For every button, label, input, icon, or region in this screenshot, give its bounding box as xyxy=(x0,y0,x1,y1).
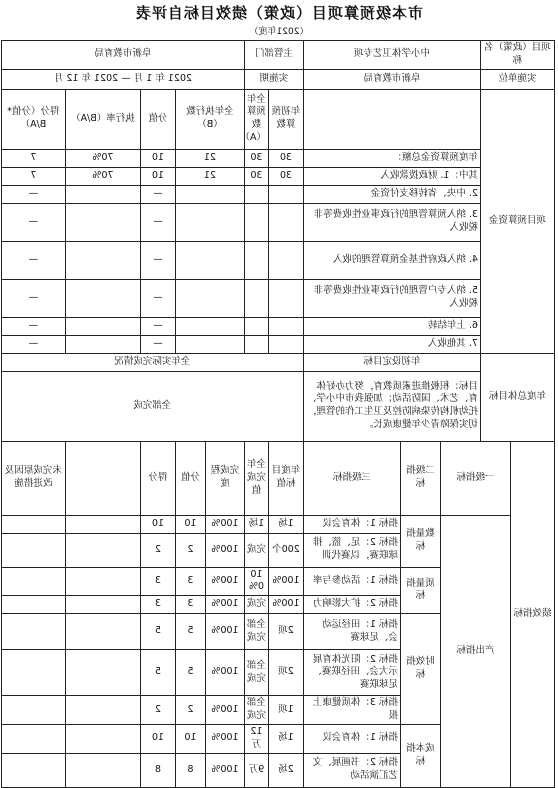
perf-score: 2 xyxy=(140,696,175,725)
budget-section-label: 项目预算资金 xyxy=(480,89,554,353)
project-name-value: 中小学体卫艺专项 xyxy=(303,41,480,70)
perf-header-score-blank xyxy=(65,441,140,515)
perf-degree: 100% xyxy=(205,596,244,614)
perf-header-level1: 一级指标 xyxy=(440,441,510,515)
perf-score: 5 xyxy=(140,650,175,696)
table-row xyxy=(1,371,554,441)
perf-level3: 指标 1：田径运动会、足球赛 xyxy=(303,614,400,650)
perf-degree: 100% xyxy=(205,614,244,650)
budget-header-executed: 全年执行数（B） xyxy=(175,89,244,149)
budget-row-label: 其中：1. 财政拨款收入 xyxy=(303,167,480,185)
budget-row-initial xyxy=(268,279,303,317)
goals-initial-header: 年初设定目标 xyxy=(303,353,480,371)
perf-actual: 100% xyxy=(244,567,268,596)
table-row xyxy=(1,515,554,533)
budget-row-rate xyxy=(65,317,140,335)
budget-row-full-year: 30 xyxy=(244,167,268,185)
budget-row-label: 5. 纳入专户管理的行政事业性收费等非税收入 xyxy=(303,279,480,317)
table-row xyxy=(1,279,554,317)
perf-target: 1场 xyxy=(268,724,303,753)
perf-header-reason: 未完成原因及改进措施 xyxy=(1,441,65,515)
perf-target: 1场 xyxy=(268,515,303,533)
table-row xyxy=(1,317,554,335)
perf-target: 2项 xyxy=(268,650,303,696)
perf-header-actual: 全年完成值 xyxy=(244,441,268,515)
perf-reason xyxy=(1,650,65,696)
perf-level3: 指标 2：阳光体育展示大会、田径联赛、足球联赛 xyxy=(303,650,400,696)
budget-row-rate xyxy=(65,335,140,353)
perf-output-label: 产出指标 xyxy=(440,515,510,787)
budget-header-rate: 执行率（B/A） xyxy=(65,89,140,149)
perf-actual: 全部完成 xyxy=(244,614,268,650)
perf-level3: 指标 1：体育会议 xyxy=(303,515,400,533)
perf-level3: 指标 2：书画展、文艺汇演活动 xyxy=(303,753,400,787)
perf-level2-label: 成本指标 xyxy=(400,724,440,787)
table-row xyxy=(1,441,554,515)
perf-header-level3: 三级指标 xyxy=(303,441,400,515)
budget-row-weight: — xyxy=(140,241,175,279)
budget-row-initial xyxy=(268,203,303,241)
perf-degree: 100% xyxy=(205,567,244,596)
table-row xyxy=(1,69,554,89)
perf-weight: 3 xyxy=(175,596,205,614)
table-row xyxy=(1,203,554,241)
budget-row-rate xyxy=(65,203,140,241)
budget-row-executed xyxy=(175,279,244,317)
perf-reason xyxy=(1,724,65,753)
perf-score-blank xyxy=(65,567,140,596)
perf-level2-label: 质量指标 xyxy=(400,567,440,614)
budget-row-rate xyxy=(65,279,140,317)
perf-degree: 100% xyxy=(205,515,244,533)
perf-weight: 2 xyxy=(175,533,205,567)
budget-row-full-year xyxy=(244,185,268,203)
budget-row-initial xyxy=(268,317,303,335)
budget-row-score: — xyxy=(1,279,65,317)
budget-row-initial xyxy=(268,185,303,203)
perf-header-target: 年度目标值 xyxy=(268,441,303,515)
project-name-label: 项目（政策）名称 xyxy=(480,41,554,70)
budget-header-full-year: 全年预算数（A） xyxy=(244,89,268,149)
budget-row-score: — xyxy=(1,185,65,203)
perf-target: 2场 xyxy=(268,753,303,787)
perf-header-weight: 分值 xyxy=(175,441,205,515)
perf-weight: 8 xyxy=(175,753,205,787)
perf-weight: 2 xyxy=(175,696,205,725)
budget-row-full-year xyxy=(244,317,268,335)
budget-row-score: — xyxy=(1,335,65,353)
budget-row-label: 2. 中央、省转移支付资金 xyxy=(303,185,480,203)
impl-unit-value: 阜新市教育局 xyxy=(303,69,480,89)
table-row xyxy=(1,353,554,371)
budget-row-weight: 10 xyxy=(140,167,175,185)
budget-row-label: 年度预算资金总额： xyxy=(303,149,480,167)
page-title: 市本级预算项目（政策）绩效目标自评表 xyxy=(135,4,424,22)
budget-row-score: — xyxy=(1,203,65,241)
impl-unit-label: 实施单位 xyxy=(480,69,554,89)
perf-target: 1项 xyxy=(268,696,303,725)
perf-weight: 5 xyxy=(175,614,205,650)
budget-row-label: 4. 纳入政府性基金预算管理的收入 xyxy=(303,241,480,279)
budget-row-initial xyxy=(268,335,303,353)
perf-header-degree: 完成程度 xyxy=(205,441,244,515)
budget-row-rate xyxy=(65,241,140,279)
perf-actual: 全部完成 xyxy=(244,650,268,696)
budget-header-weight: 分值 xyxy=(140,89,175,149)
perf-actual: 1场 xyxy=(244,515,268,533)
goals-actual-text: 全部完成 xyxy=(1,371,303,441)
budget-row-full-year xyxy=(244,279,268,317)
perf-score: 8 xyxy=(140,753,175,787)
budget-row-weight: — xyxy=(140,185,175,203)
table-row xyxy=(1,149,554,167)
perf-actual: 12万 xyxy=(244,724,268,753)
budget-row-weight: — xyxy=(140,317,175,335)
perf-score: 2 xyxy=(140,533,175,567)
perf-score-blank xyxy=(65,596,140,614)
budget-row-weight: — xyxy=(140,203,175,241)
goals-section-label: 年度总体目标 xyxy=(480,353,554,441)
budget-row-executed xyxy=(175,335,244,353)
dept-label: 主管部门 xyxy=(244,41,303,70)
budget-row-executed: 21 xyxy=(175,149,244,167)
perf-level2-label: 时效指标 xyxy=(400,614,440,725)
perf-weight: 10 xyxy=(175,515,205,533)
perf-degree: 100% xyxy=(205,696,244,725)
table-row xyxy=(1,41,554,70)
perf-score: 3 xyxy=(140,567,175,596)
period-label: 实施期 xyxy=(244,69,303,89)
dept-value: 阜新市教育局 xyxy=(1,41,244,70)
perf-weight: 3 xyxy=(175,567,205,596)
perf-header-score: 得分 xyxy=(140,441,175,515)
budget-row-label: 3. 纳入预算管理的行政事业性收费等非税收入 xyxy=(303,203,480,241)
budget-row-weight: — xyxy=(140,335,175,353)
budget-row-executed xyxy=(175,185,244,203)
budget-row-weight: — xyxy=(140,279,175,317)
perf-target: 100% xyxy=(268,567,303,596)
perf-actual: 完成 xyxy=(244,596,268,614)
budget-row-rate: 70% xyxy=(65,167,140,185)
perf-weight: 5 xyxy=(175,650,205,696)
perf-level3: 指标 1：体育会议 xyxy=(303,724,400,753)
perf-degree: 100% xyxy=(205,724,244,753)
budget-row-rate xyxy=(65,185,140,203)
perf-actual: 全部完成 xyxy=(244,696,268,725)
perf-header-level2: 二级指标 xyxy=(400,441,440,515)
perf-degree: 100% xyxy=(205,753,244,787)
evaluation-table xyxy=(1,40,555,788)
table-row xyxy=(1,89,554,149)
page-subtitle: （2021年度） xyxy=(249,27,309,37)
budget-row-executed: 21 xyxy=(175,167,244,185)
budget-header-initial: 年初预算数 xyxy=(268,89,303,149)
budget-row-executed xyxy=(175,317,244,335)
perf-target: 100% xyxy=(268,596,303,614)
budget-row-score: 7 xyxy=(1,149,65,167)
perf-weight: 10 xyxy=(175,724,205,753)
perf-degree: 100% xyxy=(205,650,244,696)
perf-level3: 指标 2：足、篮、排球联赛，以赛代训 xyxy=(303,533,400,567)
perf-actual: 完成 xyxy=(244,533,268,567)
budget-row-initial xyxy=(268,241,303,279)
perf-reason xyxy=(1,567,65,596)
perf-reason xyxy=(1,614,65,650)
perf-reason xyxy=(1,533,65,567)
budget-row-full-year xyxy=(244,203,268,241)
budget-header-score: 得分（分值*B/A） xyxy=(1,89,65,149)
budget-row-full-year: 30 xyxy=(244,149,268,167)
budget-label-blank xyxy=(303,89,480,149)
perf-reason xyxy=(1,596,65,614)
perf-score: 5 xyxy=(140,614,175,650)
budget-row-executed xyxy=(175,241,244,279)
perf-reason xyxy=(1,753,65,787)
perf-reason xyxy=(1,515,65,533)
budget-row-label: 7. 其他收入 xyxy=(303,335,480,353)
perf-score-blank xyxy=(65,650,140,696)
budget-row-score: 7 xyxy=(1,167,65,185)
budget-row-score: — xyxy=(1,241,65,279)
budget-row-weight: 10 xyxy=(140,149,175,167)
perf-score: 10 xyxy=(140,724,175,753)
table-row xyxy=(1,241,554,279)
budget-row-initial: 30 xyxy=(268,149,303,167)
budget-row-executed xyxy=(175,203,244,241)
table-row xyxy=(1,335,554,353)
perf-actual: 9万 xyxy=(244,753,268,787)
perf-score-blank xyxy=(65,696,140,725)
perf-score-blank xyxy=(65,614,140,650)
goals-actual-header: 全年实际完成情况 xyxy=(1,353,303,371)
perf-target: 200个 xyxy=(268,533,303,567)
perf-level3: 指标 3：体质健康上报 xyxy=(303,696,400,725)
perf-target: 2项 xyxy=(268,614,303,650)
perf-level2-label: 数量指标 xyxy=(400,515,440,567)
budget-row-score: — xyxy=(1,317,65,335)
perf-score: 3 xyxy=(140,596,175,614)
perf-score-blank xyxy=(65,515,140,533)
budget-row-initial: 30 xyxy=(268,167,303,185)
budget-row-full-year xyxy=(244,335,268,353)
perf-section-label: 绩效指标 xyxy=(511,441,555,787)
budget-row-label: 6. 上年结转 xyxy=(303,317,480,335)
perf-score-blank xyxy=(65,724,140,753)
table-row xyxy=(1,167,554,185)
perf-score-blank xyxy=(65,753,140,787)
perf-level3: 指标 2：扩大影响力 xyxy=(303,596,400,614)
table-row xyxy=(1,185,554,203)
period-value: 2021 年 1 月 — 2021 年 12 月 xyxy=(1,69,244,89)
budget-row-full-year xyxy=(244,241,268,279)
budget-row-rate: 70% xyxy=(65,149,140,167)
perf-score: 10 xyxy=(140,515,175,533)
perf-reason xyxy=(1,696,65,725)
perf-level3: 指标 1：活动参与率 xyxy=(303,567,400,596)
perf-degree: 100% xyxy=(205,533,244,567)
perf-score-blank xyxy=(65,533,140,567)
goals-initial-text: 目标：积极推进素质教育，努力办好体育、艺术、国防活动；加强我市中小学、托幼机构传染病防控及卫生工作的管理，切实保障青少年健康成长。 xyxy=(303,371,480,441)
